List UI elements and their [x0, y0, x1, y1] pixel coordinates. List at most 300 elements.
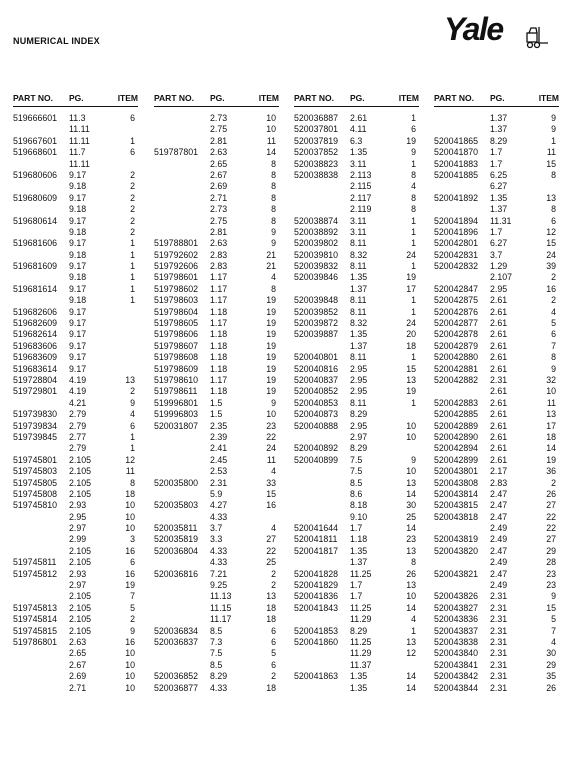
item-number: 19 [125, 580, 135, 591]
page-number: 2.69 [210, 181, 228, 192]
item-number: 23 [266, 420, 276, 431]
part-number: 519745805 [13, 477, 58, 488]
page-number: 8.32 [350, 249, 368, 260]
item-number: 4 [271, 272, 276, 283]
part-number: 519681609 [13, 261, 58, 272]
item-number: 10 [125, 671, 135, 682]
table-row [154, 261, 279, 272]
page-number: 2.47 [490, 500, 508, 511]
item-number: 14 [266, 147, 276, 158]
table-row [154, 170, 279, 181]
item-number: 15 [266, 488, 276, 499]
part-number: 519681606 [13, 238, 58, 249]
page-number: 2.115 [350, 181, 372, 192]
table-row [434, 671, 559, 682]
page-number: 1.18 [210, 329, 228, 340]
item-number: 2 [130, 226, 135, 237]
page-number: 11.15 [210, 602, 232, 613]
item-number: 8 [271, 192, 276, 203]
page-number: 11.11 [69, 124, 90, 135]
page-number: 2.79 [69, 409, 87, 420]
header-item: ITEM [398, 93, 419, 103]
part-number: 520041817 [294, 545, 339, 556]
page-number: 2.97 [69, 580, 87, 591]
item-number: 9 [551, 363, 556, 374]
table-row [13, 136, 138, 147]
part-number: 520039802 [294, 238, 339, 249]
item-number: 18 [266, 614, 276, 625]
item-number: 8 [271, 169, 276, 180]
part-number: 519745808 [13, 488, 58, 499]
table-row [434, 500, 559, 511]
item-number: 5 [130, 602, 135, 613]
table-row [154, 443, 279, 454]
table-row [294, 660, 419, 671]
table-row [13, 250, 138, 261]
page-number: 3.7 [210, 523, 223, 534]
table-row [294, 432, 419, 443]
page-number: 1.18 [350, 534, 368, 545]
page-number: 2.83 [210, 249, 228, 260]
item-number: 1 [411, 158, 416, 169]
table-row [294, 136, 419, 147]
table-row [434, 557, 559, 568]
item-number: 4 [271, 466, 276, 477]
item-number: 27 [266, 534, 276, 545]
page-number: 1.7 [350, 591, 363, 602]
page-number: 2.105 [69, 591, 92, 602]
item-number: 1 [130, 295, 135, 306]
part-number: 520042890 [434, 431, 479, 442]
table-row [434, 546, 559, 557]
table-row [154, 284, 279, 295]
page-number: 8.11 [350, 352, 367, 363]
table-row [434, 591, 559, 602]
page-number: 8.5 [350, 477, 363, 488]
part-number: 519739830 [13, 409, 58, 420]
table-row [294, 295, 419, 306]
item-number: 22 [266, 545, 276, 556]
page-number: 2.71 [69, 682, 87, 693]
yale-logo [444, 10, 552, 54]
page-number: 2.61 [490, 420, 508, 431]
item-number: 11 [125, 466, 135, 477]
item-number: 14 [406, 523, 416, 534]
page-number: 7.5 [350, 466, 363, 477]
item-number: 1 [411, 238, 416, 249]
item-number: 1 [130, 431, 135, 442]
part-number: 520042878 [434, 329, 479, 340]
part-number: 519745801 [13, 454, 58, 465]
item-number: 13 [406, 477, 416, 488]
part-number: 520040852 [294, 386, 339, 397]
part-number: 520037852 [294, 147, 339, 158]
header-page: PG. [69, 93, 84, 103]
table-row [13, 591, 138, 602]
table-row [13, 523, 138, 534]
table-row [294, 489, 419, 500]
index-rows [154, 113, 279, 694]
item-number: 11 [546, 147, 556, 158]
item-number: 1 [130, 443, 135, 454]
table-row [13, 432, 138, 443]
table-row [434, 272, 559, 283]
table-row [294, 546, 419, 557]
table-row [13, 512, 138, 523]
table-row [13, 580, 138, 591]
table-row [434, 124, 559, 135]
table-row [154, 603, 279, 614]
table-row [154, 478, 279, 489]
page-number: 2.75 [210, 124, 228, 135]
part-number: 520041829 [294, 580, 339, 591]
page-number: 11.3 [69, 113, 86, 123]
page-number: 9.17 [69, 283, 87, 294]
page-number: 9.17 [69, 169, 87, 180]
part-number: 520042899 [434, 454, 479, 465]
table-row [154, 364, 279, 375]
part-number: 519683606 [13, 340, 58, 351]
table-row [434, 489, 559, 500]
table-row [434, 398, 559, 409]
page-number: 2.73 [210, 204, 228, 215]
table-row [434, 341, 559, 352]
table-row [434, 170, 559, 181]
part-number: 519667601 [13, 135, 58, 146]
item-number: 2 [130, 192, 135, 203]
item-number: 19 [266, 306, 276, 317]
part-number: 520040853 [294, 397, 339, 408]
part-number: 520043801 [434, 466, 479, 477]
table-row [434, 409, 559, 420]
page-number: 2.95 [350, 363, 368, 374]
page-number: 2.63 [69, 636, 87, 647]
item-number: 11 [266, 454, 276, 465]
table-row [13, 159, 138, 170]
part-number: 520040837 [294, 374, 339, 385]
part-number: 519728804 [13, 374, 58, 385]
item-number: 6 [130, 147, 135, 158]
item-number: 16 [266, 500, 276, 511]
table-row [13, 478, 138, 489]
part-number: 520042801 [434, 238, 479, 249]
part-number: 520041863 [294, 671, 339, 682]
page-number: 2.105 [69, 488, 92, 499]
item-number: 15 [406, 363, 416, 374]
page-number: 9.18 [69, 272, 87, 283]
table-row [154, 409, 279, 420]
table-row [13, 489, 138, 500]
part-number: 520042879 [434, 340, 479, 351]
page-number: 11.37 [350, 659, 372, 670]
item-number: 19 [266, 329, 276, 340]
part-number: 519745814 [13, 614, 58, 625]
item-number: 2 [551, 272, 556, 283]
page-number: 6.25 [490, 169, 508, 180]
table-row [294, 614, 419, 625]
table-row [13, 261, 138, 272]
page-number: 1.37 [490, 113, 508, 123]
table-row [434, 569, 559, 580]
item-number: 25 [266, 557, 276, 568]
table-row [13, 216, 138, 227]
page-number: 2.105 [69, 557, 92, 568]
part-number: 520039846 [294, 272, 339, 283]
table-row [434, 216, 559, 227]
table-row [154, 136, 279, 147]
page-number: 2.95 [350, 420, 368, 431]
page-number: 2.31 [210, 477, 228, 488]
item-number: 1 [411, 352, 416, 363]
item-number: 6 [551, 329, 556, 340]
table-row [13, 534, 138, 545]
item-number: 24 [266, 443, 276, 454]
page-number: 2.61 [490, 295, 508, 306]
part-number: 520035800 [154, 477, 199, 488]
item-number: 1 [411, 113, 416, 123]
page-number: 11.17 [210, 614, 232, 625]
part-number: 519787801 [154, 147, 199, 158]
table-row [294, 352, 419, 363]
header-page: PG. [350, 93, 365, 103]
part-number: 520042831 [434, 249, 479, 260]
page-number: 1.35 [350, 272, 368, 283]
page-number: 2.39 [210, 431, 228, 442]
table-row [13, 329, 138, 340]
table-row [294, 534, 419, 545]
item-number: 16 [125, 545, 135, 556]
item-number: 30 [406, 500, 416, 511]
table-row [434, 238, 559, 249]
page-number: 2.53 [210, 466, 228, 477]
page-number: 7.3 [210, 636, 223, 647]
item-number: 3 [130, 534, 135, 545]
part-number: 519680609 [13, 192, 58, 203]
item-number: 4 [551, 636, 556, 647]
part-number: 519798611 [154, 386, 198, 397]
page-number: 2.49 [490, 534, 508, 545]
page-number: 1.37 [350, 557, 368, 568]
table-row [294, 409, 419, 420]
item-number: 19 [266, 374, 276, 385]
part-number: 520043836 [434, 614, 479, 625]
page-number: 1.37 [350, 283, 368, 294]
page-number: 8.29 [210, 671, 228, 682]
table-row [154, 432, 279, 443]
item-number: 13 [125, 374, 135, 385]
part-number: 519682606 [13, 306, 58, 317]
page-number: 4.33 [210, 682, 228, 693]
page-number: 2.61 [490, 386, 508, 397]
table-row [434, 534, 559, 545]
table-row [294, 523, 419, 534]
page-number: 2.105 [69, 477, 92, 488]
part-number: 520037801 [294, 124, 339, 135]
table-row [434, 375, 559, 386]
table-row [294, 181, 419, 192]
item-number: 1 [551, 135, 556, 146]
part-number: 519798608 [154, 352, 199, 363]
table-row [154, 580, 279, 591]
index-rows [13, 113, 138, 694]
part-number: 519798610 [154, 374, 199, 385]
part-number: 520043827 [434, 602, 479, 613]
page-number: 8.29 [350, 625, 368, 636]
header-part-no: PART NO. [13, 93, 53, 103]
page-number: 2.47 [490, 568, 508, 579]
item-number: 2 [551, 295, 556, 306]
page-number: 2.73 [210, 113, 228, 123]
table-row [434, 136, 559, 147]
page-number: 8.18 [350, 500, 368, 511]
page-number: 4.33 [210, 511, 228, 522]
part-number: 519666601 [13, 113, 58, 123]
page-number: 3.11 [350, 226, 367, 237]
page-title: NUMERICAL INDEX [13, 36, 100, 46]
page-number: 1.18 [210, 306, 228, 317]
item-number: 6 [551, 215, 556, 226]
part-number: 520041828 [294, 568, 339, 579]
page-number: 2.47 [490, 545, 508, 556]
item-number: 26 [406, 568, 416, 579]
table-row [154, 341, 279, 352]
item-number: 13 [266, 591, 276, 602]
item-number: 14 [406, 682, 416, 693]
item-number: 25 [406, 511, 416, 522]
table-row [434, 580, 559, 591]
item-number: 22 [546, 523, 556, 534]
table-row [154, 352, 279, 363]
page-number: 2.79 [69, 420, 87, 431]
item-number: 9 [271, 397, 276, 408]
item-number: 1 [130, 135, 135, 146]
page-number: 11.11 [69, 158, 90, 169]
item-number: 9 [551, 591, 556, 602]
page-number: 8.11 [350, 238, 367, 249]
table-row [154, 421, 279, 432]
part-number: 520042847 [434, 283, 479, 294]
item-number: 19 [406, 386, 416, 397]
page-number: 7.5 [210, 648, 223, 659]
table-row [294, 398, 419, 409]
part-number: 520041836 [294, 591, 339, 602]
page-number: 1.18 [210, 386, 228, 397]
table-row [13, 557, 138, 568]
table-row [13, 193, 138, 204]
page-number: 8.5 [210, 659, 223, 670]
item-number: 9 [271, 226, 276, 237]
index-column-4 [434, 92, 559, 694]
page-number: 2.31 [490, 671, 508, 682]
item-number: 13 [546, 192, 556, 203]
page-number: 1.35 [350, 671, 368, 682]
item-number: 8 [271, 158, 276, 169]
page-number: 7.5 [350, 454, 363, 465]
part-number: 520043840 [434, 648, 479, 659]
table-row [154, 614, 279, 625]
page-number: 1.7 [350, 580, 363, 591]
table-row [154, 375, 279, 386]
page-number: 2.105 [69, 454, 92, 465]
table-row [154, 591, 279, 602]
index-column-3 [294, 92, 419, 694]
page-number: 4.11 [350, 124, 367, 135]
part-number: 520042894 [434, 443, 479, 454]
table-row [13, 455, 138, 466]
table-row [434, 284, 559, 295]
page-number: 2.61 [490, 340, 508, 351]
page-number: 9.18 [69, 295, 87, 306]
item-number: 2 [130, 614, 135, 625]
table-row [434, 204, 559, 215]
item-number: 36 [546, 466, 556, 477]
table-row [154, 295, 279, 306]
page-number: 1.7 [490, 147, 503, 158]
part-number: 519739845 [13, 431, 58, 442]
table-row [434, 329, 559, 340]
page-number: 9.17 [69, 192, 87, 203]
part-number: 519996803 [154, 409, 199, 420]
part-number: 520040899 [294, 454, 339, 465]
table-row [434, 626, 559, 637]
item-number: 2 [271, 568, 276, 579]
table-row [154, 523, 279, 534]
item-number: 13 [406, 636, 416, 647]
table-row [294, 478, 419, 489]
part-number: 520042876 [434, 306, 479, 317]
item-number: 8 [411, 557, 416, 568]
table-row [13, 398, 138, 409]
page-number: 1.7 [350, 523, 363, 534]
page-number: 4.33 [210, 545, 228, 556]
part-number: 520041865 [434, 135, 479, 146]
part-number: 520043826 [434, 591, 479, 602]
table-row [13, 341, 138, 352]
part-number: 520042885 [434, 409, 479, 420]
table-row [294, 364, 419, 375]
item-number: 6 [271, 636, 276, 647]
page-number: 2.65 [210, 158, 228, 169]
item-number: 19 [546, 454, 556, 465]
item-number: 8 [551, 204, 556, 215]
table-row [13, 181, 138, 192]
page-number: 2.31 [490, 682, 508, 693]
part-number: 520035819 [154, 534, 199, 545]
table-row [294, 318, 419, 329]
item-number: 8 [130, 477, 135, 488]
table-row [434, 261, 559, 272]
page-number: 2.75 [210, 215, 228, 226]
item-number: 17 [406, 283, 416, 294]
item-number: 5 [551, 614, 556, 625]
header-page: PG. [210, 93, 225, 103]
item-number: 8 [271, 283, 276, 294]
table-row [434, 523, 559, 534]
page-number: 2.47 [490, 511, 508, 522]
part-number: 520038823 [294, 158, 339, 169]
item-number: 2 [271, 671, 276, 682]
item-number: 2 [130, 181, 135, 192]
header-part-no: PART NO. [434, 93, 474, 103]
page-number: 9.17 [69, 306, 87, 317]
table-row [294, 421, 419, 432]
part-number: 520040801 [294, 352, 339, 363]
table-row [154, 489, 279, 500]
page-number: 2.99 [69, 534, 87, 545]
table-row [294, 671, 419, 682]
part-number: 519682614 [13, 329, 58, 340]
part-number: 520039872 [294, 318, 339, 329]
